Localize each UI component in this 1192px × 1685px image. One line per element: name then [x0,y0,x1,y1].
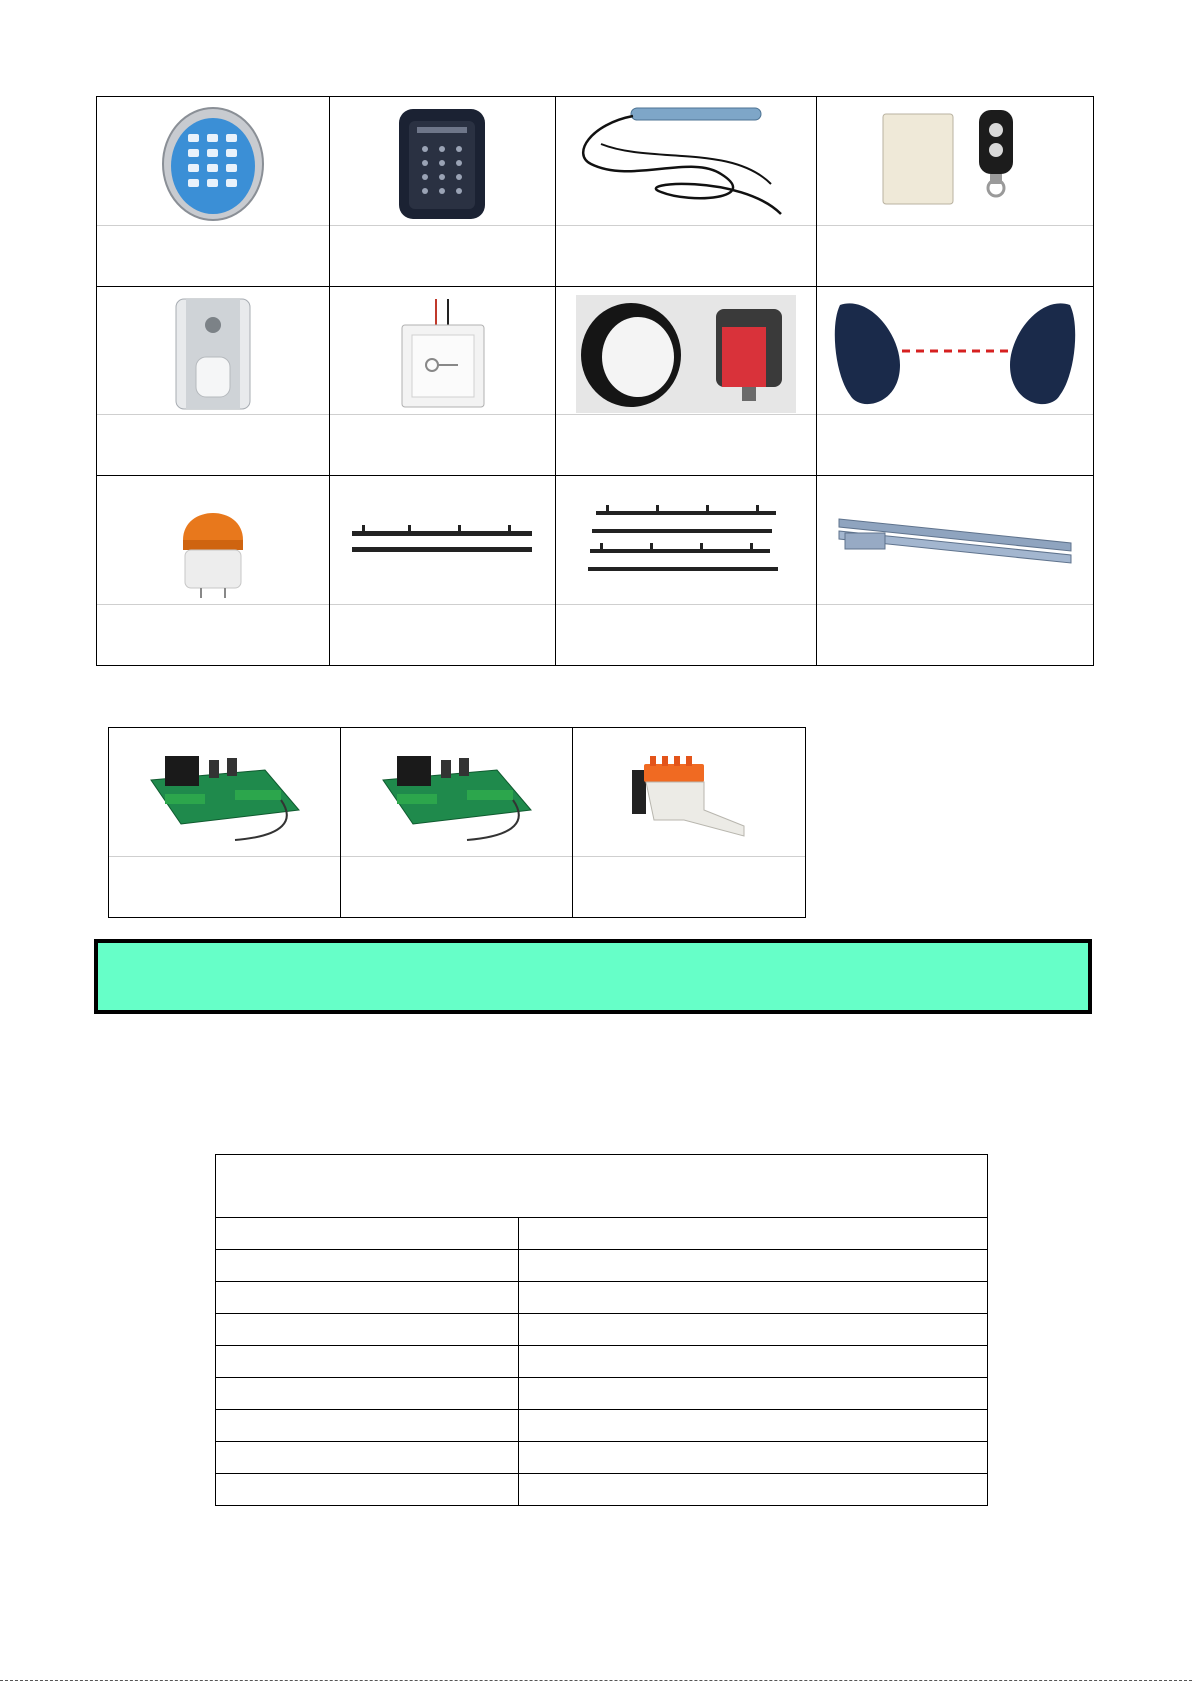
board-caption [109,856,340,917]
accessory-cell [817,97,1094,287]
accessory-caption [330,414,555,475]
accessory-caption [556,414,816,475]
accessories-table [96,96,1094,666]
spec-label [216,1442,519,1474]
board-caption [573,856,805,917]
table-row [216,1346,988,1378]
spec-value [519,1250,988,1282]
nylon-gear-rack-4-icon [556,480,816,605]
accessory-caption [330,604,555,665]
spec-value [519,1442,988,1474]
spec-label [216,1314,519,1346]
table-row [216,1410,988,1442]
section-banner [94,939,1092,1014]
spec-value [519,1218,988,1250]
spec-table-title [216,1155,988,1218]
spec-value [519,1282,988,1314]
control-boards-table [108,727,806,918]
nylon-gear-rack-2-icon [330,480,555,605]
table-row [216,1250,988,1282]
specification-table [215,1154,988,1506]
accessory-caption [817,225,1093,286]
spec-value [519,1314,988,1346]
board-cell [109,728,341,918]
table-row [216,1282,988,1314]
accessory-cell [556,476,817,666]
spec-label [216,1218,519,1250]
card-reader-keypad-icon [330,101,555,226]
accessory-cell [97,476,330,666]
infrared-photocell-pair-icon [817,291,1093,416]
page-bottom-divider [0,1680,1192,1681]
accessory-caption [556,225,816,286]
table-row [216,1314,988,1346]
board-cell [573,728,806,918]
accessory-cell [330,97,556,287]
accessory-cell [556,287,817,476]
table-row [216,1474,988,1506]
board-cell [341,728,573,918]
limit-switch-icon [573,732,805,857]
accessory-cell [97,287,330,476]
accessory-cell [330,287,556,476]
accessory-cell [817,287,1094,476]
accessory-caption [556,604,816,665]
reflector-photocell-icon [556,291,816,416]
spec-value [519,1346,988,1378]
table-row [216,1218,988,1250]
accessory-cell [330,476,556,666]
safety-edge-strip-icon [556,101,816,226]
spec-label [216,1346,519,1378]
wireless-keypad-icon [97,101,329,226]
accessory-caption [97,604,329,665]
accessory-cell [817,476,1094,666]
spec-value [519,1410,988,1442]
spec-label [216,1378,519,1410]
spec-label [216,1410,519,1442]
receiver-and-remote-icon [817,101,1093,226]
steel-gear-rack-icon [817,480,1093,605]
accessory-cell [97,97,330,287]
spec-label [216,1250,519,1282]
spec-label [216,1474,519,1506]
accessory-caption [97,414,329,475]
exit-push-switch-icon [330,291,555,416]
accessory-caption [97,225,329,286]
wall-push-button-icon [97,291,329,416]
spec-value [519,1474,988,1506]
board-caption [341,856,572,917]
accessory-caption [817,414,1093,475]
warning-lamp-icon [97,480,329,605]
control-board-icon [341,732,572,857]
accessory-caption [330,225,555,286]
table-row [216,1378,988,1410]
accessory-cell [556,97,817,287]
table-row [216,1442,988,1474]
accessory-caption [817,604,1093,665]
spec-label [216,1282,519,1314]
control-board-icon [109,732,340,857]
spec-value [519,1378,988,1410]
